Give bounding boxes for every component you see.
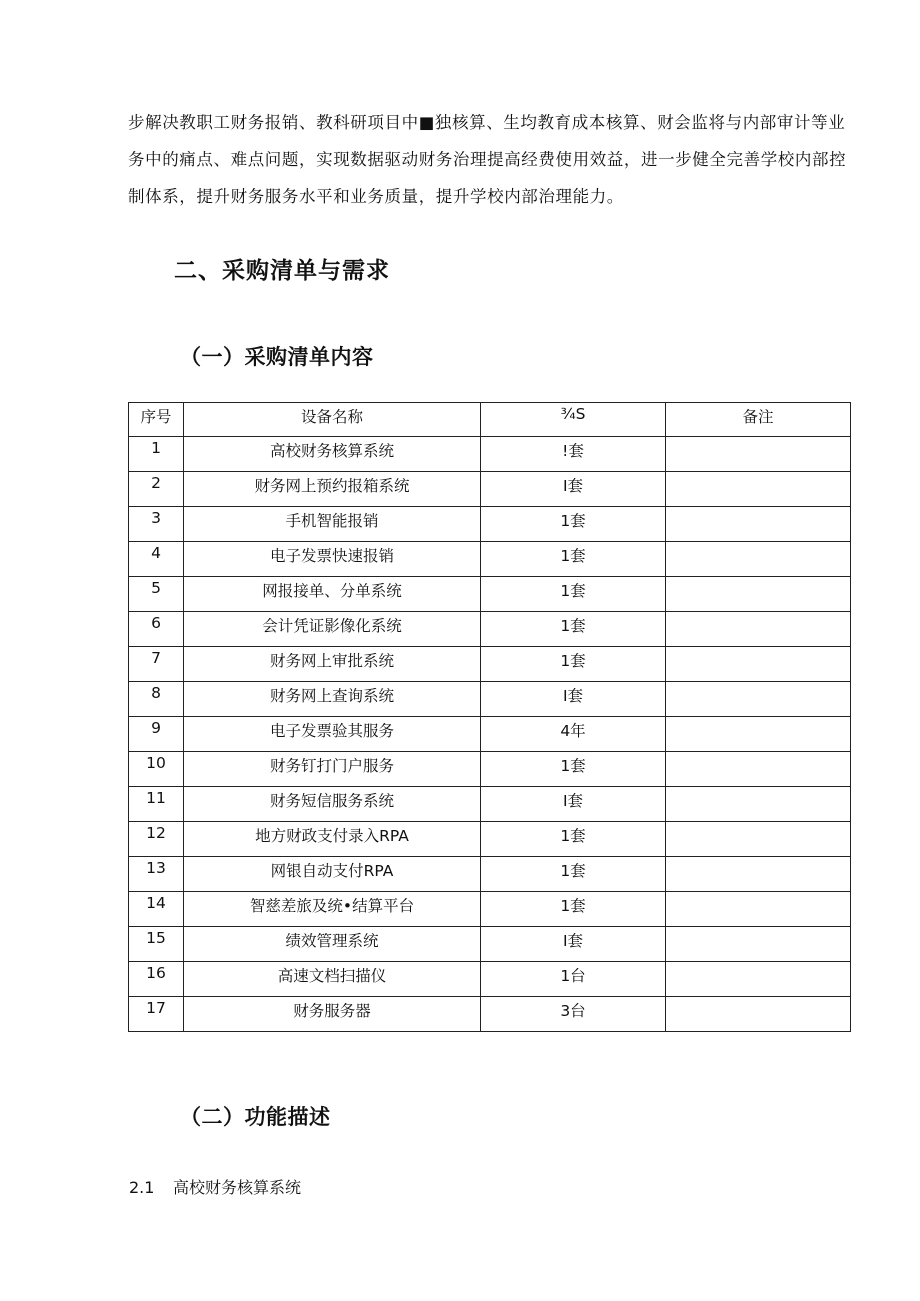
table-row xyxy=(129,542,851,577)
cell-remarks xyxy=(666,892,851,927)
header-device-name: 设备名称 xyxy=(184,403,481,437)
subsection-2-1-heading xyxy=(129,1175,301,1198)
cell-serial: 16 xyxy=(129,962,184,997)
cell-serial: 6 xyxy=(129,612,184,647)
cell-device-name: 电子发票快速报销 xyxy=(184,542,481,577)
cell-device-name: 手机智能报销 xyxy=(184,507,481,542)
table-row xyxy=(129,647,851,682)
cell-device-name: 财务网上查询系统 xyxy=(184,682,481,717)
cell-remarks xyxy=(666,612,851,647)
table-row xyxy=(129,437,851,472)
cell-device-name: 网报接单、分单系统 xyxy=(184,577,481,612)
cell-serial: 13 xyxy=(129,857,184,892)
cell-device-name: 高速文档扫描仪 xyxy=(184,962,481,997)
cell-quantity: 1套 xyxy=(481,857,666,892)
table-row xyxy=(129,892,851,927)
table-row xyxy=(129,612,851,647)
cell-remarks xyxy=(666,857,851,892)
table-row xyxy=(129,857,851,892)
cell-quantity: !套 xyxy=(481,437,666,472)
cell-serial: 15 xyxy=(129,927,184,962)
cell-serial: 17 xyxy=(129,997,184,1032)
cell-quantity: 1套 xyxy=(481,752,666,787)
cell-device-name: 智慈差旅及统•结算平台 xyxy=(184,892,481,927)
section-heading: 二、采购清单与需求 xyxy=(174,258,390,284)
cell-serial: 1 xyxy=(129,437,184,472)
cell-quantity: 1套 xyxy=(481,542,666,577)
cell-device-name: 地方财政支付录入RPA xyxy=(184,822,481,857)
table-row xyxy=(129,927,851,962)
cell-device-name: 财务短信服务系统 xyxy=(184,787,481,822)
cell-remarks xyxy=(666,682,851,717)
cell-remarks xyxy=(666,507,851,542)
cell-serial: 10 xyxy=(129,752,184,787)
table-row xyxy=(129,472,851,507)
cell-quantity: I套 xyxy=(481,682,666,717)
cell-remarks xyxy=(666,472,851,507)
cell-device-name: 会计凭证影像化系统 xyxy=(184,612,481,647)
cell-remarks xyxy=(666,717,851,752)
cell-quantity: 1套 xyxy=(481,577,666,612)
header-quantity: ¾S xyxy=(481,403,666,437)
subsection-title: 高校财务核算系统 xyxy=(173,1178,302,1197)
cell-serial: 4 xyxy=(129,542,184,577)
cell-serial: 11 xyxy=(129,787,184,822)
cell-remarks xyxy=(666,577,851,612)
header-remarks: 备注 xyxy=(666,403,851,437)
cell-serial: 14 xyxy=(129,892,184,927)
cell-quantity: 1套 xyxy=(481,612,666,647)
cell-remarks xyxy=(666,437,851,472)
cell-serial: 9 xyxy=(129,717,184,752)
cell-remarks xyxy=(666,962,851,997)
table-row xyxy=(129,752,851,787)
table-row xyxy=(129,962,851,997)
table-row xyxy=(129,717,851,752)
cell-quantity: 1套 xyxy=(481,892,666,927)
cell-device-name: 财务网上预约报箱系统 xyxy=(184,472,481,507)
cell-quantity: I套 xyxy=(481,472,666,507)
cell-device-name: 网银自动支付RPA xyxy=(184,857,481,892)
cell-quantity: 1套 xyxy=(481,822,666,857)
cell-quantity: 1台 xyxy=(481,962,666,997)
cell-quantity: 1套 xyxy=(481,647,666,682)
cell-remarks xyxy=(666,647,851,682)
table-header-row xyxy=(129,403,851,437)
cell-quantity: 4年 xyxy=(481,717,666,752)
cell-device-name: 绩效管理系统 xyxy=(184,927,481,962)
subsection-heading-list: （一）采购清单内容 xyxy=(180,345,374,369)
table-row xyxy=(129,822,851,857)
header-serial: 序号 xyxy=(129,403,184,437)
cell-quantity: I套 xyxy=(481,787,666,822)
cell-remarks xyxy=(666,997,851,1032)
cell-serial: 2 xyxy=(129,472,184,507)
cell-device-name: 财务服务器 xyxy=(184,997,481,1032)
table-row xyxy=(129,577,851,612)
cell-remarks xyxy=(666,822,851,857)
procurement-table xyxy=(128,402,851,1032)
subsection-heading-functions: （二）功能描述 xyxy=(180,1105,331,1129)
cell-quantity: I套 xyxy=(481,927,666,962)
cell-remarks xyxy=(666,542,851,577)
table-body xyxy=(129,437,851,1032)
subsection-number: 2.1 xyxy=(129,1178,155,1197)
table-row xyxy=(129,682,851,717)
table-row xyxy=(129,997,851,1032)
intro-paragraph: 步解决教职工财务报销、教科研项目中■独核算、生均教育成本核算、财会监将与内部审计等业务中的痛点、难点问题，实现数据驱动财务治理提高经费使用效益，进一步健全完善学校内部控制体系，提升财务服务水平和业务质量，提升学校内部治理能力。 xyxy=(128,113,847,206)
cell-remarks xyxy=(666,927,851,962)
cell-quantity: 3台 xyxy=(481,997,666,1032)
cell-quantity: 1套 xyxy=(481,507,666,542)
table-row xyxy=(129,507,851,542)
cell-device-name: 财务钉打门户服务 xyxy=(184,752,481,787)
cell-device-name: 电子发票验其服务 xyxy=(184,717,481,752)
cell-serial: 5 xyxy=(129,577,184,612)
cell-serial: 8 xyxy=(129,682,184,717)
table-row xyxy=(129,787,851,822)
cell-remarks xyxy=(666,752,851,787)
cell-device-name: 高校财务核算系统 xyxy=(184,437,481,472)
cell-serial: 7 xyxy=(129,647,184,682)
cell-serial: 3 xyxy=(129,507,184,542)
cell-device-name: 财务网上审批系统 xyxy=(184,647,481,682)
cell-remarks xyxy=(666,787,851,822)
cell-serial: 12 xyxy=(129,822,184,857)
